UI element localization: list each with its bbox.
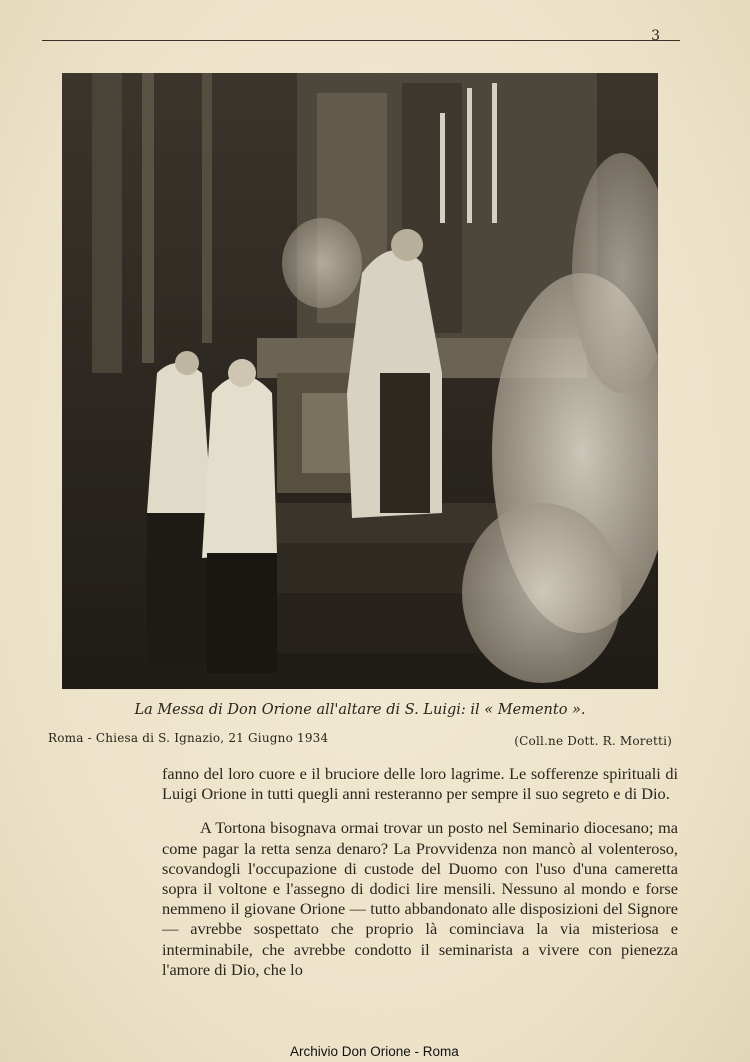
paragraph: fanno del loro cuore e il bruciore delle loro lagrime. Le sofferenze spirituali di Luigi Orione in tutti quegli anni resteranno per sempre il suo segreto e di Dio. [162, 764, 678, 804]
archive-footer-label: Archivio Don Orione - Roma [290, 1044, 459, 1059]
header-rule [42, 40, 680, 41]
altar-photograph [62, 73, 658, 689]
paragraph: A Tortona bisognava ormai trovar un posto nel Seminario diocesano; ma come pagar la retta senza denaro? La Provvidenza non mancò al volenteroso, scovandogli l'occupazione di custode del Duomo con l'uso d'una cameretta sopra il voltone e l'assegno di dodici lire mensili. Nessuno al mondo e forse nemmeno il giovane Orione — tutto abbandonato alle disposizioni del Signore — avrebbe sospettato che proprio là cominciava la via misteriosa e interminabile, che avrebbe condotto il seminarista a vivere con pienezza l'amore di Dio, che lo [162, 818, 678, 979]
page-number: 3 [651, 28, 660, 44]
photo-credit: (Coll.ne Dott. R. Moretti) [514, 734, 672, 748]
photo-caption: La Messa di Don Orione all'altare di S. Luigi: il « Memento ». [134, 702, 586, 718]
altar-photograph-drawing [62, 73, 658, 689]
article-body [162, 764, 678, 980]
photo-location-date: Roma - Chiesa di S. Ignazio, 21 Giugno 1934 [48, 731, 329, 745]
